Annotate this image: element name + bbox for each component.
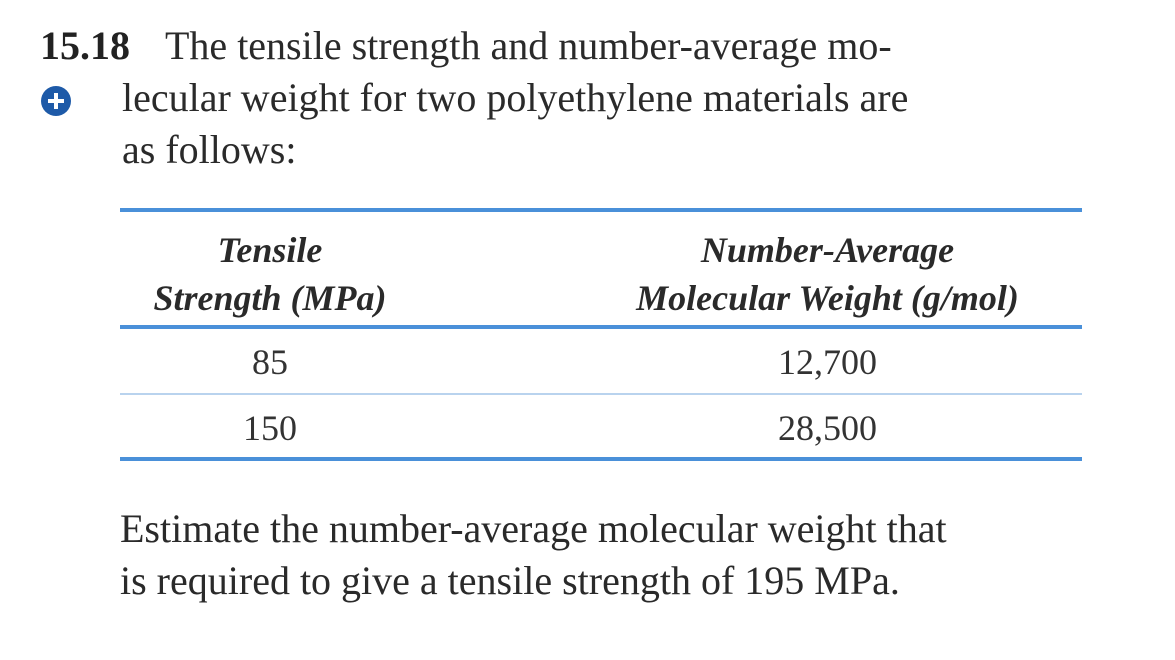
- question-line-1: Estimate the number-average molecular weight that: [120, 506, 947, 551]
- table-rule-header: [120, 325, 1082, 329]
- table-rule-row-divider: [120, 393, 1082, 395]
- header-strength-line-2: Strength (MPa): [153, 278, 387, 318]
- table-cell-molweight-row2: 28,500: [778, 408, 877, 448]
- header-molweight-line-1: Number-Average: [700, 230, 955, 270]
- problem-number: 15.18: [40, 23, 130, 68]
- table-rule-bottom: [120, 457, 1082, 461]
- table-cell-strength-row1: 85: [252, 342, 288, 382]
- table-cell-molweight-row1: 12,700: [778, 342, 877, 382]
- header-strength-line-1: Tensile: [217, 230, 323, 270]
- plus-circle-icon[interactable]: [40, 85, 72, 117]
- question-line-2: is required to give a tensile strength of 195 MPa.: [120, 558, 900, 603]
- header-molweight-line-2: Molecular Weight (g/mol): [636, 278, 1019, 318]
- problem-intro-line-2: lecular weight for two polyethylene materials are: [122, 75, 909, 120]
- problem-intro-line-3: as follows:: [122, 127, 297, 172]
- table-rule-top: [120, 208, 1082, 212]
- table-cell-strength-row2: 150: [243, 408, 297, 448]
- problem-intro-line-1: The tensile strength and number-average mo-: [165, 23, 892, 68]
